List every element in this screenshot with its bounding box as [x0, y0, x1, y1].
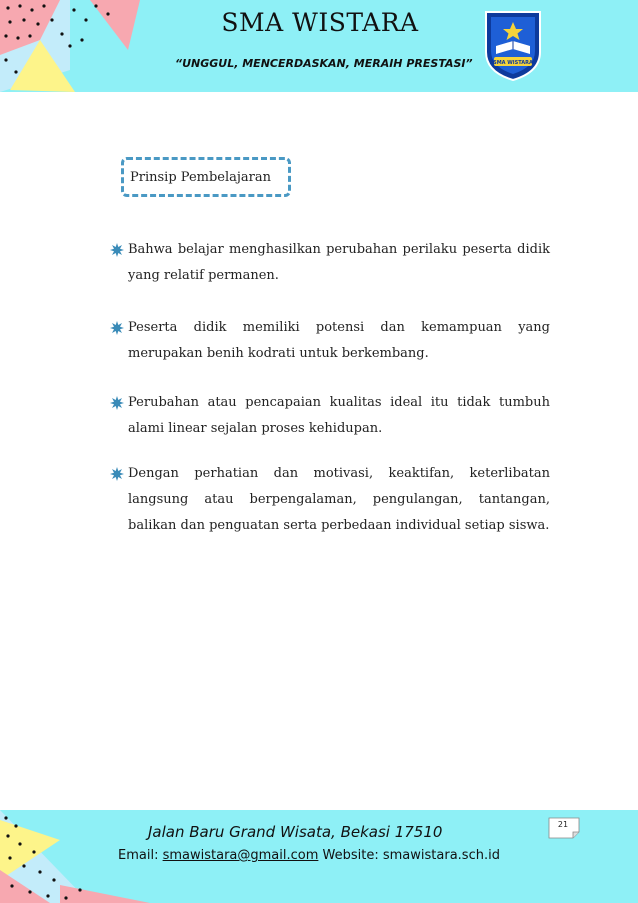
- sunburst-bullet-icon: [110, 396, 124, 410]
- list-item-text: Perubahan atau pencapaian kualitas ideal itu tidak tumbuh alami linear sejalan proses kehidupan.: [128, 395, 550, 436]
- website-label: Website:: [322, 848, 379, 863]
- school-motto: “UNGGUL, MENCERDASKAN, MERAIH PRESTASI”: [175, 57, 473, 70]
- page-number: 21: [557, 820, 569, 829]
- email-label: Email:: [118, 848, 159, 863]
- school-address: Jalan Baru Grand Wisata, Bekasi 17510: [148, 823, 443, 841]
- list-item: [110, 315, 550, 367]
- contact-line: [118, 848, 500, 863]
- list-item: [110, 461, 550, 539]
- list-item: [110, 237, 550, 289]
- school-logo: [482, 8, 544, 82]
- header-band: [0, 0, 638, 92]
- page-number-tag: [548, 817, 580, 839]
- list-item-text: Bahwa belajar menghasilkan perubahan perilaku peserta didik yang relatif permanen.: [128, 242, 550, 283]
- logo-text: SMA WISTARA: [493, 60, 533, 66]
- school-name: SMA WISTARA: [221, 8, 419, 37]
- list-item-text: Dengan perhatian dan motivasi, keaktifan, keterlibatan langsung atau berpengalaman, pengulangan, tantangan, balikan dan penguatan serta perbedaan individual setiap siswa.: [128, 466, 550, 533]
- list-item: [110, 390, 550, 442]
- sunburst-bullet-icon: [110, 467, 124, 481]
- section-heading: Prinsip Pembelajaran: [130, 170, 272, 185]
- email-link[interactable]: smawistara@gmail.com: [162, 848, 319, 863]
- sunburst-bullet-icon: [110, 243, 124, 257]
- list-item-text: Peserta didik memiliki potensi dan kemampuan yang merupakan benih kodrati untuk berkembang.: [128, 320, 550, 361]
- website-text: smawistara.sch.id: [382, 848, 500, 863]
- sunburst-bullet-icon: [110, 321, 124, 335]
